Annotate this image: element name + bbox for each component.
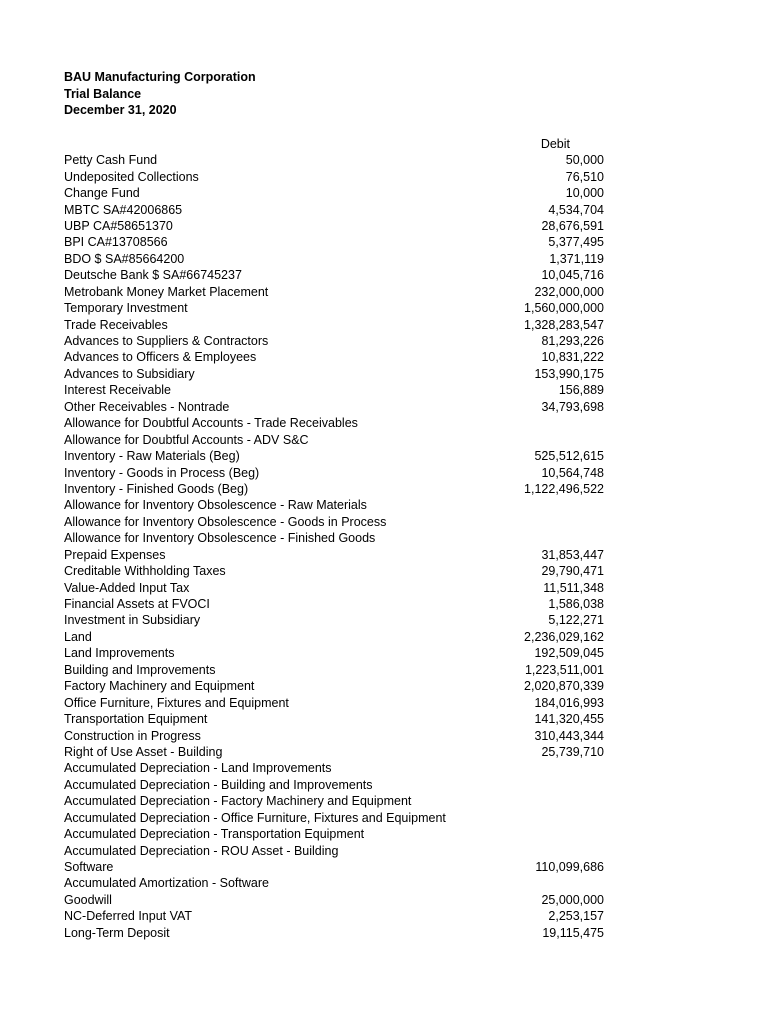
account-name: Accumulated Depreciation - Office Furniture, Fixtures and Equipment xyxy=(64,810,446,825)
account-name: Factory Machinery and Equipment xyxy=(64,679,255,694)
table-row xyxy=(64,662,604,678)
debit-amount: 10,831,222 xyxy=(541,350,604,365)
account-name: Allowance for Inventory Obsolescence - Finished Goods xyxy=(64,531,376,546)
debit-amount: 1,328,283,547 xyxy=(524,317,604,332)
debit-amount: 5,122,271 xyxy=(548,613,604,628)
table-row xyxy=(64,925,604,941)
debit-amount: 25,739,710 xyxy=(541,744,604,759)
account-name: Allowance for Doubtful Accounts - Trade Receivables xyxy=(64,416,358,431)
table-row xyxy=(64,596,604,612)
table-row xyxy=(64,694,604,710)
account-name: Goodwill xyxy=(64,892,112,907)
account-name: BDO $ SA#85664200 xyxy=(64,251,185,266)
table-row xyxy=(64,284,604,300)
debit-amount: 525,512,615 xyxy=(534,449,604,464)
report-title: Trial Balance xyxy=(64,86,142,101)
table-row xyxy=(64,629,604,645)
account-name: Accumulated Amortization - Software xyxy=(64,876,269,891)
account-name: Metrobank Money Market Placement xyxy=(64,284,269,299)
company-name: BAU Manufacturing Corporation xyxy=(64,70,256,84)
table-row xyxy=(64,875,604,891)
debit-amount: 2,020,870,339 xyxy=(524,679,604,694)
table-row xyxy=(64,579,604,595)
table-row xyxy=(64,826,604,842)
table-row xyxy=(64,481,604,497)
table-row xyxy=(64,645,604,661)
accounts-table xyxy=(64,152,604,941)
debit-amount: 19,115,475 xyxy=(542,925,604,940)
account-name: Land xyxy=(64,629,92,644)
debit-amount: 10,045,716 xyxy=(541,268,604,283)
account-name: Inventory - Raw Materials (Beg) xyxy=(64,449,240,464)
debit-amount: 10,000 xyxy=(565,186,604,201)
table-row xyxy=(64,316,604,332)
table-row xyxy=(64,760,604,776)
debit-amount: 1,223,511,001 xyxy=(524,662,604,677)
debit-amount: 2,236,029,162 xyxy=(524,629,604,644)
debit-amount: 232,000,000 xyxy=(534,284,604,299)
account-name: Creditable Withholding Taxes xyxy=(64,564,226,579)
account-name: Construction in Progress xyxy=(64,728,201,743)
table-row xyxy=(64,842,604,858)
debit-amount: 1,560,000,000 xyxy=(524,301,604,316)
account-name: MBTC SA#42006865 xyxy=(64,202,183,217)
account-name: Right of Use Asset - Building xyxy=(64,744,223,759)
account-name: UBP CA#58651370 xyxy=(64,218,173,233)
table-row xyxy=(64,612,604,628)
debit-amount: 5,377,495 xyxy=(548,235,604,250)
account-name: Long-Term Deposit xyxy=(64,925,170,940)
account-name: Trade Receivables xyxy=(64,317,168,332)
table-row xyxy=(64,859,604,875)
debit-amount: 28,676,591 xyxy=(541,218,604,233)
account-name: Change Fund xyxy=(64,186,140,201)
account-name: Advances to Officers & Employees xyxy=(64,350,257,365)
debit-amount: 31,853,447 xyxy=(541,547,604,562)
account-name: Inventory - Goods in Process (Beg) xyxy=(64,465,260,480)
table-row xyxy=(64,251,604,267)
debit-amount: 1,586,038 xyxy=(548,597,604,612)
table-row xyxy=(64,908,604,924)
table-row xyxy=(64,201,604,217)
debit-amount: 156,889 xyxy=(558,383,604,398)
account-name: Allowance for Inventory Obsolescence - Raw Materials xyxy=(64,498,367,513)
table-row xyxy=(64,448,604,464)
account-name: Other Receivables - Nontrade xyxy=(64,399,230,414)
table-row xyxy=(64,366,604,382)
debit-amount: 25,000,000 xyxy=(541,892,604,907)
debit-amount: 4,534,704 xyxy=(548,202,604,217)
table-row xyxy=(64,333,604,349)
table-row xyxy=(64,514,604,530)
table-row xyxy=(64,300,604,316)
table-row xyxy=(64,711,604,727)
table-row xyxy=(64,727,604,743)
debit-amount: 141,320,455 xyxy=(534,712,604,727)
account-name: Office Furniture, Fixtures and Equipment xyxy=(64,695,289,710)
table-row xyxy=(64,777,604,793)
account-name: BPI CA#13708566 xyxy=(64,235,168,250)
account-name: Software xyxy=(64,860,114,875)
table-row xyxy=(64,399,604,415)
account-name: Financial Assets at FVOCI xyxy=(64,597,210,612)
debit-amount: 10,564,748 xyxy=(541,465,604,480)
account-name: Accumulated Depreciation - Transportation Equipment xyxy=(64,827,365,842)
debit-column-header: Debit xyxy=(540,137,570,151)
account-name: Investment in Subsidiary xyxy=(64,613,201,628)
report-header xyxy=(64,69,256,119)
table-row xyxy=(64,464,604,480)
table-row xyxy=(64,218,604,234)
table-row xyxy=(64,431,604,447)
account-name: Inventory - Finished Goods (Beg) xyxy=(64,481,249,496)
table-row xyxy=(64,168,604,184)
table-row xyxy=(64,563,604,579)
debit-amount: 81,293,226 xyxy=(541,334,604,349)
table-row xyxy=(64,185,604,201)
table-row xyxy=(64,744,604,760)
debit-amount: 29,790,471 xyxy=(541,564,604,579)
account-name: Transportation Equipment xyxy=(64,712,208,727)
debit-amount: 76,510 xyxy=(565,169,604,184)
debit-amount: 153,990,175 xyxy=(534,366,604,381)
debit-amount: 310,443,344 xyxy=(534,728,604,743)
account-name: Building and Improvements xyxy=(64,662,216,677)
account-name: Deutsche Bank $ SA#66745237 xyxy=(64,268,242,283)
table-row xyxy=(64,497,604,513)
table-row xyxy=(64,530,604,546)
debit-amount: 50,000 xyxy=(565,153,604,168)
table-row xyxy=(64,349,604,365)
table-row xyxy=(64,382,604,398)
account-name: Advances to Suppliers & Contractors xyxy=(64,334,269,349)
table-row xyxy=(64,793,604,809)
debit-amount: 1,122,496,522 xyxy=(524,481,604,496)
account-name: Allowance for Inventory Obsolescence - Goods in Process xyxy=(64,514,387,529)
debit-amount: 110,099,686 xyxy=(535,860,604,875)
account-name: Undeposited Collections xyxy=(64,169,199,184)
debit-amount: 34,793,698 xyxy=(541,399,604,414)
table-row xyxy=(64,547,604,563)
account-name: Accumulated Depreciation - Land Improvements xyxy=(64,761,332,776)
account-name: Interest Receivable xyxy=(64,383,172,398)
table-row xyxy=(64,267,604,283)
debit-amount: 192,509,045 xyxy=(534,646,604,661)
debit-amount: 1,371,119 xyxy=(549,251,604,266)
table-row xyxy=(64,678,604,694)
table-row xyxy=(64,810,604,826)
account-name: Advances to Subsidiary xyxy=(64,366,195,381)
account-name: Prepaid Expenses xyxy=(64,547,166,562)
table-row xyxy=(64,234,604,250)
account-name: Land Improvements xyxy=(64,646,175,661)
account-name: Allowance for Doubtful Accounts - ADV S&C xyxy=(64,432,309,447)
table-row xyxy=(64,892,604,908)
debit-amount: 2,253,157 xyxy=(548,909,604,924)
account-name: Accumulated Depreciation - Factory Machinery and Equipment xyxy=(64,794,412,809)
account-name: NC-Deferred Input VAT xyxy=(64,909,193,924)
account-name: Value-Added Input Tax xyxy=(64,580,190,595)
account-name: Accumulated Depreciation - Building and Improvements xyxy=(64,777,373,792)
table-row xyxy=(64,415,604,431)
report-date: December 31, 2020 xyxy=(64,103,177,117)
account-name: Temporary Investment xyxy=(64,301,188,316)
account-name: Accumulated Depreciation - ROU Asset - Building xyxy=(64,843,339,858)
debit-amount: 184,016,993 xyxy=(534,695,604,710)
debit-amount: 11,511,348 xyxy=(543,580,604,595)
table-row xyxy=(64,152,604,168)
account-name: Petty Cash Fund xyxy=(64,153,158,168)
